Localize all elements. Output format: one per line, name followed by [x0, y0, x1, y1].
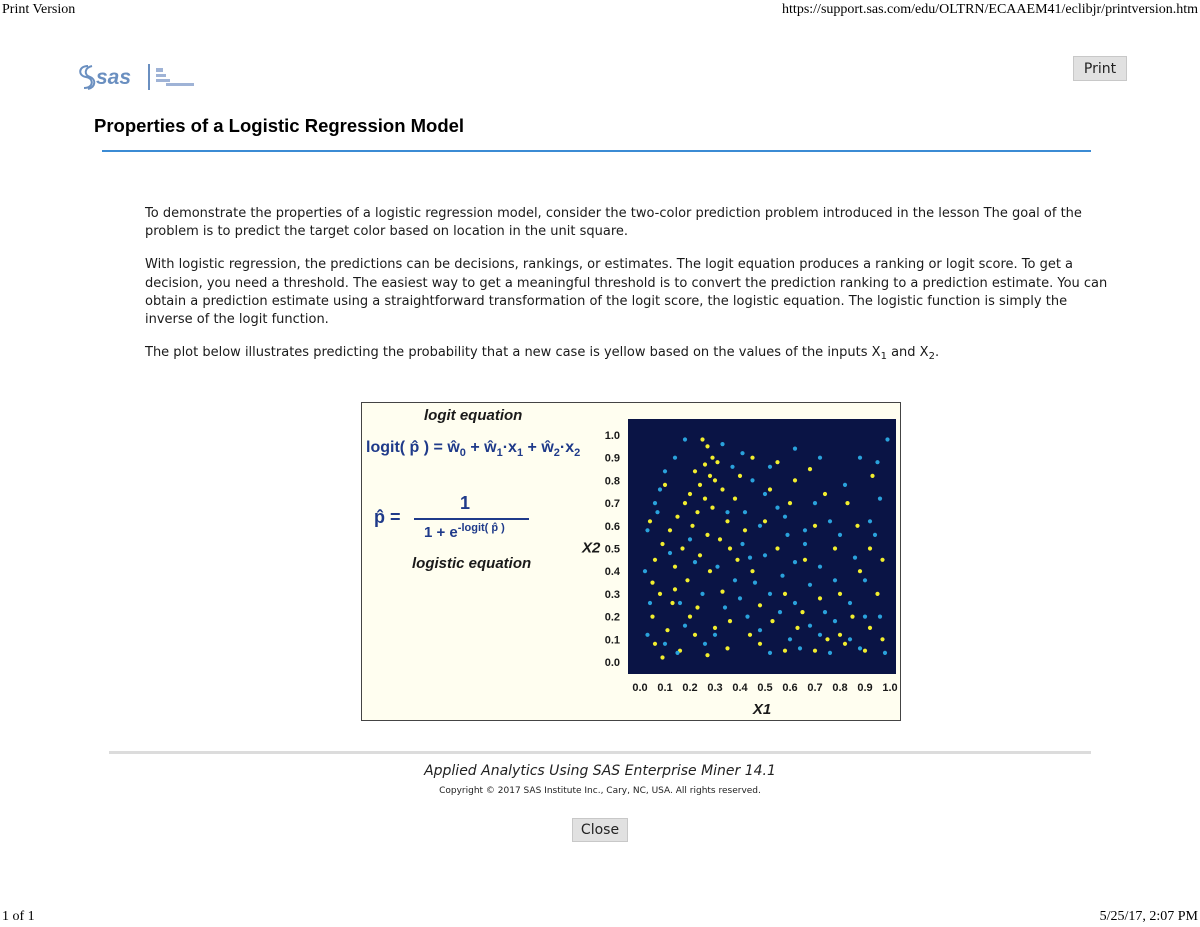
- logistic-numerator: 1: [460, 493, 471, 513]
- yellow-point: [880, 637, 884, 641]
- blue-point: [823, 610, 827, 614]
- yellow-point: [690, 524, 694, 528]
- blue-point: [740, 451, 744, 455]
- yellow-point: [650, 615, 654, 619]
- blue-point: [793, 601, 797, 605]
- blue-point: [753, 581, 757, 585]
- blue-point: [833, 578, 837, 582]
- print-header-title: Print Version: [2, 2, 76, 17]
- yellow-point: [708, 569, 712, 573]
- x-axis-label: X1: [752, 701, 772, 718]
- plot-intro-end: .: [934, 345, 940, 361]
- blue-point: [768, 651, 772, 655]
- blue-point: [675, 651, 679, 655]
- x-tick-label: 0.2: [682, 682, 698, 694]
- blue-point: [645, 633, 649, 637]
- blue-point: [655, 510, 659, 514]
- blue-point: [703, 642, 707, 646]
- yellow-point: [825, 637, 829, 641]
- blue-point: [808, 583, 812, 587]
- yellow-point: [683, 501, 687, 505]
- blue-point: [868, 519, 872, 523]
- yellow-point: [758, 603, 762, 607]
- yellow-point: [803, 558, 807, 562]
- blue-point: [883, 651, 887, 655]
- blue-point: [748, 556, 752, 560]
- logit-rhs-w2: + ŵ: [523, 439, 554, 456]
- yellow-point: [705, 444, 709, 448]
- scatter-plot: [362, 403, 900, 720]
- plot-intro-text: The plot below illustrates predicting the probability that a new case is yellow based on the values of the inputs X: [145, 345, 881, 361]
- y-tick-label: 0.4: [604, 566, 620, 579]
- plot-intro-mid: and X: [886, 345, 929, 361]
- blue-point: [730, 465, 734, 469]
- p-hat-lhs: p̂ =: [374, 507, 401, 527]
- blue-point: [858, 456, 862, 460]
- yellow-point: [680, 546, 684, 550]
- blue-point: [745, 615, 749, 619]
- print-button[interactable]: Print: [1073, 56, 1127, 81]
- print-header: [0, 0, 1200, 20]
- yellow-point: [770, 619, 774, 623]
- yellow-point: [695, 510, 699, 514]
- blue-point: [723, 605, 727, 609]
- yellow-point: [783, 649, 787, 653]
- logit-equation-title: logit equation: [424, 407, 523, 424]
- yellow-point: [675, 515, 679, 519]
- logit-rhs-w0: = ŵ: [429, 439, 460, 456]
- yellow-point: [700, 437, 704, 441]
- y-tick-label: 0.5: [604, 543, 620, 556]
- print-footer-page: 1 of 1: [2, 909, 35, 924]
- title-divider: [102, 150, 1091, 152]
- yellow-point: [705, 533, 709, 537]
- blue-point: [645, 528, 649, 532]
- y-tick-label: 1.0: [604, 430, 620, 442]
- blue-point: [793, 560, 797, 564]
- blue-point: [833, 619, 837, 623]
- blue-point: [785, 533, 789, 537]
- blue-point: [775, 506, 779, 510]
- yellow-point: [868, 626, 872, 630]
- yellow-point: [768, 487, 772, 491]
- blue-point: [743, 510, 747, 514]
- blue-point: [683, 437, 687, 441]
- x-tick-label: 0.7: [807, 682, 823, 694]
- print-footer-datetime: 5/25/17, 2:07 PM: [1099, 909, 1198, 924]
- x-tick-label: 0.8: [832, 682, 848, 694]
- y-tick-label: 0.0: [604, 657, 620, 669]
- yellow-point: [813, 524, 817, 528]
- yellow-point: [725, 646, 729, 650]
- logit-lhs: logit( p̂ ): [366, 439, 430, 456]
- blue-point: [763, 492, 767, 496]
- yellow-point: [713, 626, 717, 630]
- logit-rhs-w1: + ŵ: [465, 439, 497, 456]
- subscript-1: 1: [880, 351, 887, 363]
- y-tick-label: 0.2: [604, 611, 620, 624]
- blue-point: [733, 578, 737, 582]
- yellow-point: [763, 519, 767, 523]
- y-tick-label: 0.7: [604, 498, 620, 511]
- yellow-point: [788, 501, 792, 505]
- yellow-point: [843, 642, 847, 646]
- yellow-point: [775, 460, 779, 464]
- blue-point: [763, 553, 767, 557]
- yellow-point: [728, 546, 732, 550]
- yellow-point: [710, 506, 714, 510]
- blue-point: [818, 456, 822, 460]
- yellow-point: [858, 569, 862, 573]
- yellow-point: [738, 474, 742, 478]
- blue-point: [683, 624, 687, 628]
- yellow-point: [863, 649, 867, 653]
- yellow-point: [695, 605, 699, 609]
- blue-point: [658, 487, 662, 491]
- yellow-point: [775, 546, 779, 550]
- denominator-exponent: -logit( p̂ ): [457, 522, 505, 534]
- copyright-notice: Copyright © 2017 SAS Institute Inc., Cary, NC, USA. All rights reserved.: [439, 786, 761, 796]
- yellow-point: [650, 581, 654, 585]
- blue-point: [693, 560, 697, 564]
- yellow-point: [715, 460, 719, 464]
- yellow-point: [668, 528, 672, 532]
- yellow-point: [665, 628, 669, 632]
- yellow-point: [855, 524, 859, 528]
- yellow-point: [748, 633, 752, 637]
- x-tick-label: 0.3: [707, 682, 723, 694]
- yellow-point: [660, 542, 664, 546]
- blue-point: [740, 542, 744, 546]
- blue-point: [878, 615, 882, 619]
- blue-point: [678, 601, 682, 605]
- blue-point: [858, 646, 862, 650]
- yellow-point: [658, 592, 662, 596]
- paragraph-intro: To demonstrate the properties of a logistic regression model, consider the two-color prediction problem introduced in the lesson The goal of the problem is to predict the target color based on location in the unit square.: [145, 206, 1082, 240]
- yellow-point: [728, 619, 732, 623]
- yellow-point: [708, 474, 712, 478]
- blue-point: [648, 601, 652, 605]
- sas-logo: [74, 60, 204, 94]
- yellow-point: [648, 519, 652, 523]
- blue-point: [863, 615, 867, 619]
- blue-point: [758, 628, 762, 632]
- close-button[interactable]: Close: [572, 818, 628, 842]
- yellow-point: [783, 592, 787, 596]
- yellow-point: [795, 626, 799, 630]
- yellow-point: [725, 519, 729, 523]
- blue-point: [688, 537, 692, 541]
- yellow-point: [653, 558, 657, 562]
- blue-point: [803, 528, 807, 532]
- yellow-point: [673, 565, 677, 569]
- yellow-point: [733, 497, 737, 501]
- yellow-point: [705, 653, 709, 657]
- y-tick-label: 0.8: [604, 475, 620, 488]
- blue-point: [780, 574, 784, 578]
- w0-subscript: 0: [459, 447, 466, 459]
- blue-point: [818, 633, 822, 637]
- blue-point: [818, 565, 822, 569]
- blue-point: [778, 610, 782, 614]
- x-tick-label: 0.1: [657, 682, 673, 694]
- blue-point: [885, 437, 889, 441]
- blue-point: [750, 478, 754, 482]
- denominator-base: 1 + e: [424, 524, 458, 541]
- yellow-point: [813, 649, 817, 653]
- yellow-point: [800, 610, 804, 614]
- logistic-regression-figure: [361, 402, 901, 721]
- blue-point: [713, 633, 717, 637]
- x1-subscript: 1: [516, 447, 524, 459]
- course-title: Applied Analytics Using SAS Enterprise Miner 14.1: [424, 763, 776, 779]
- plot-background: [628, 419, 896, 674]
- yellow-point: [880, 558, 884, 562]
- blue-point: [875, 460, 879, 464]
- yellow-point: [660, 655, 664, 659]
- blue-point: [725, 510, 729, 514]
- blue-point: [720, 442, 724, 446]
- subscript-2: 2: [928, 351, 935, 363]
- paragraph-plot-intro: [145, 344, 1117, 362]
- blue-point: [663, 469, 667, 473]
- blue-point: [758, 524, 762, 528]
- yellow-point: [793, 478, 797, 482]
- blue-point: [853, 556, 857, 560]
- lesson-body: [145, 205, 1117, 377]
- blue-point: [783, 515, 787, 519]
- logit-rhs-x2: ·x: [559, 439, 575, 456]
- blue-point: [828, 519, 832, 523]
- blue-point: [808, 624, 812, 628]
- blue-point: [663, 642, 667, 646]
- blue-point: [803, 542, 807, 546]
- yellow-point: [720, 487, 724, 491]
- yellow-point: [685, 578, 689, 582]
- blue-point: [715, 565, 719, 569]
- yellow-point: [735, 558, 739, 562]
- blue-point: [768, 465, 772, 469]
- blue-point: [873, 533, 877, 537]
- y-axis-label: X2: [582, 539, 601, 557]
- footer-divider: [109, 751, 1091, 754]
- yellow-point: [718, 537, 722, 541]
- yellow-point: [743, 528, 747, 532]
- logistic-equation-title: logistic equation: [412, 555, 532, 572]
- w1-subscript: 1: [496, 447, 503, 459]
- yellow-point: [693, 469, 697, 473]
- yellow-point: [688, 615, 692, 619]
- yellow-point: [670, 601, 674, 605]
- x2-subscript: 2: [574, 447, 581, 459]
- blue-point: [653, 501, 657, 505]
- yellow-point: [870, 474, 874, 478]
- logit-rhs-x1: ·x: [502, 439, 517, 456]
- yellow-point: [838, 592, 842, 596]
- x-tick-label: 0.5: [757, 682, 773, 694]
- blue-point: [738, 596, 742, 600]
- blue-point: [878, 497, 882, 501]
- blue-point: [643, 569, 647, 573]
- yellow-point: [703, 497, 707, 501]
- y-tick-label: 0.3: [604, 588, 620, 601]
- blue-point: [838, 533, 842, 537]
- blue-point: [813, 501, 817, 505]
- blue-point: [673, 456, 677, 460]
- page-title: Properties of a Logistic Regression Model: [94, 115, 465, 136]
- yellow-point: [710, 456, 714, 460]
- yellow-point: [845, 501, 849, 505]
- yellow-point: [673, 587, 677, 591]
- w2-subscript: 2: [553, 447, 560, 459]
- x-tick-label: 0.4: [732, 682, 748, 694]
- y-tick-label: 0.6: [604, 520, 620, 533]
- yellow-point: [808, 467, 812, 471]
- blue-point: [788, 637, 792, 641]
- yellow-point: [688, 492, 692, 496]
- yellow-point: [713, 478, 717, 482]
- y-tick-label: 0.9: [604, 452, 620, 465]
- blue-point: [700, 592, 704, 596]
- x-tick-label: 0.0: [632, 682, 648, 694]
- blue-point: [768, 592, 772, 596]
- blue-point: [668, 551, 672, 555]
- yellow-point: [818, 596, 822, 600]
- blue-point: [843, 483, 847, 487]
- yellow-point: [663, 483, 667, 487]
- yellow-point: [875, 592, 879, 596]
- yellow-point: [750, 456, 754, 460]
- blue-point: [793, 447, 797, 451]
- yellow-point: [838, 633, 842, 637]
- paragraph-logistic: With logistic regression, the predictions can be decisions, rankings, or estimates. The logit equation produces a ranking or logit score. To get a decision, you need a threshold. The easiest way to get a meaningful threshold is to convert the prediction ranking to a prediction estimate. You can obtain a prediction estimate using a straightforward transformation of the logit score, the logistic equation. The logistic function is simply the inverse of the logit function.: [145, 257, 1108, 328]
- blue-point: [863, 578, 867, 582]
- yellow-point: [720, 590, 724, 594]
- yellow-point: [823, 492, 827, 496]
- yellow-point: [758, 642, 762, 646]
- yellow-point: [703, 462, 707, 466]
- yellow-point: [833, 546, 837, 550]
- print-header-url: https://support.sas.com/edu/OLTRN/ECAAEM41/eclibjr/printversion.htm: [782, 2, 1198, 17]
- yellow-point: [698, 553, 702, 557]
- blue-point: [798, 646, 802, 650]
- yellow-point: [750, 569, 754, 573]
- blue-point: [828, 651, 832, 655]
- blue-point: [848, 601, 852, 605]
- x-tick-label: 0.6: [782, 682, 798, 694]
- y-tick-label: 0.1: [604, 634, 620, 647]
- sas-logo-text: sas: [96, 66, 132, 89]
- x-tick-label: 0.9: [857, 682, 873, 694]
- x-tick-label: 1.0: [882, 682, 898, 694]
- yellow-point: [653, 642, 657, 646]
- yellow-point: [868, 546, 872, 550]
- yellow-point: [693, 633, 697, 637]
- yellow-point: [850, 615, 854, 619]
- blue-point: [848, 637, 852, 641]
- yellow-point: [698, 483, 702, 487]
